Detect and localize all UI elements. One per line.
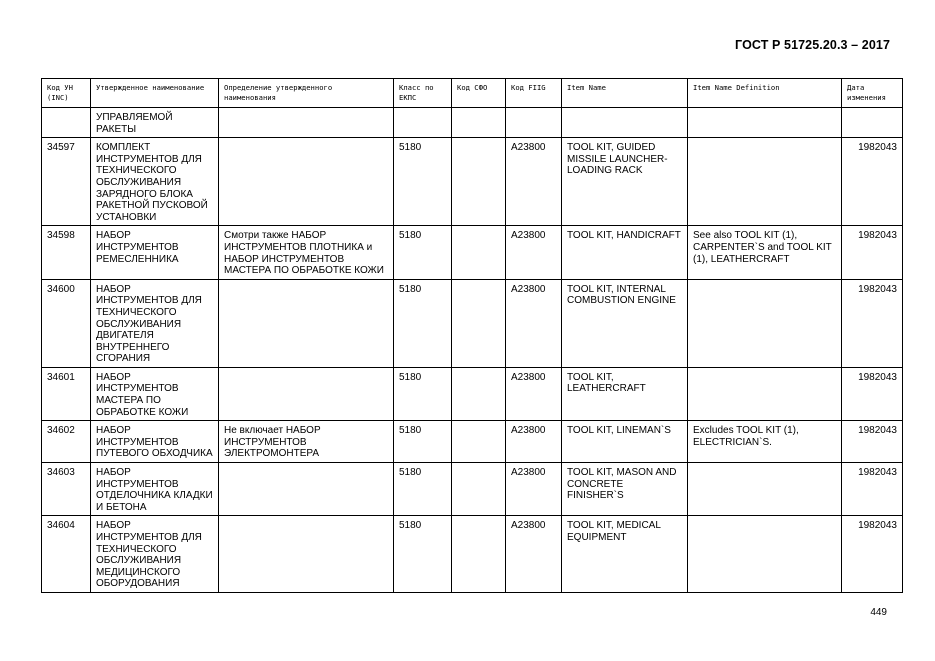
cell-class: 5180 xyxy=(394,516,452,593)
column-header-item-name: Item Name xyxy=(562,79,688,108)
column-header-item-definition: Item Name Definition xyxy=(688,79,842,108)
cell-definition xyxy=(219,463,394,516)
cell-name: УПРАВЛЯЕМОЙ РАКЕТЫ xyxy=(91,108,219,138)
cell-item-name: TOOL KIT, MEDICAL EQUIPMENT xyxy=(562,516,688,593)
cell-date: 1982043 xyxy=(842,138,903,226)
cell-item-name xyxy=(562,108,688,138)
cell-name: НАБОР ИНСТРУМЕНТОВ ОТДЕЛОЧНИКА КЛАДКИ И БЕТОНА xyxy=(91,463,219,516)
cell-name: НАБОР ИНСТРУМЕНТОВ МАСТЕРА ПО ОБРАБОТКЕ КОЖИ xyxy=(91,367,219,420)
cell-item-definition xyxy=(688,138,842,226)
cell-inc: 34601 xyxy=(42,367,91,420)
cell-name: НАБОР ИНСТРУМЕНТОВ ДЛЯ ТЕХНИЧЕСКОГО ОБСЛУЖИВАНИЯ ДВИГАТЕЛЯ ВНУТРЕННЕГО СГОРАНИЯ xyxy=(91,279,219,367)
cell-item-name: TOOL KIT, GUIDED MISSILE LAUNCHER-LOADING RACK xyxy=(562,138,688,226)
cell-definition xyxy=(219,279,394,367)
column-header-inc: Код УН (INC) xyxy=(42,79,91,108)
cell-inc: 34600 xyxy=(42,279,91,367)
cell-item-name: TOOL KIT, LEATHERCRAFT xyxy=(562,367,688,420)
cell-item-name: TOOL KIT, HANDICRAFT xyxy=(562,226,688,279)
cell-item-definition xyxy=(688,108,842,138)
cell-sfo xyxy=(452,367,506,420)
header-row xyxy=(42,79,903,108)
column-header-definition: Определение утвержденного наименования xyxy=(219,79,394,108)
cell-definition xyxy=(219,108,394,138)
cell-date: 1982043 xyxy=(842,463,903,516)
classification-table xyxy=(41,78,903,593)
table-row xyxy=(42,279,903,367)
table-row xyxy=(42,463,903,516)
cell-inc: 34603 xyxy=(42,463,91,516)
cell-class: 5180 xyxy=(394,421,452,463)
cell-class: 5180 xyxy=(394,463,452,516)
cell-inc: 34604 xyxy=(42,516,91,593)
cell-class: 5180 xyxy=(394,279,452,367)
cell-sfo xyxy=(452,463,506,516)
cell-date: 1982043 xyxy=(842,421,903,463)
cell-sfo xyxy=(452,516,506,593)
cell-date: 1982043 xyxy=(842,516,903,593)
cell-definition: Смотри также НАБОР ИНСТРУМЕНТОВ ПЛОТНИКА и НАБОР ИНСТРУМЕНТОВ МАСТЕРА ПО ОБРАБОТКЕ КОЖИ xyxy=(219,226,394,279)
cell-date: 1982043 xyxy=(842,367,903,420)
cell-item-definition: Excludes TOOL KIT (1), ELECTRICIAN`S. xyxy=(688,421,842,463)
cell-name: НАБОР ИНСТРУМЕНТОВ РЕМЕСЛЕННИКА xyxy=(91,226,219,279)
table-row xyxy=(42,226,903,279)
table-row xyxy=(42,367,903,420)
cell-item-definition xyxy=(688,367,842,420)
cell-sfo xyxy=(452,279,506,367)
document-code: ГОСТ Р 51725.20.3 – 2017 xyxy=(735,38,890,52)
cell-item-definition xyxy=(688,516,842,593)
cell-inc xyxy=(42,108,91,138)
cell-fiig: A23800 xyxy=(506,463,562,516)
cell-fiig: A23800 xyxy=(506,138,562,226)
column-header-fiig: Код FIIG xyxy=(506,79,562,108)
cell-inc: 34598 xyxy=(42,226,91,279)
cell-name: НАБОР ИНСТРУМЕНТОВ ДЛЯ ТЕХНИЧЕСКОГО ОБСЛУЖИВАНИЯ МЕДИЦИНСКОГО ОБОРУДОВАНИЯ xyxy=(91,516,219,593)
cell-definition: Не включает НАБОР ИНСТРУМЕНТОВ ЭЛЕКТРОМОНТЕРА xyxy=(219,421,394,463)
table-row xyxy=(42,421,903,463)
column-header-date: Дата изменения xyxy=(842,79,903,108)
cell-item-definition: See also TOOL KIT (1), CARPENTER`S and TOOL KIT (1), LEATHERCRAFT xyxy=(688,226,842,279)
cell-date xyxy=(842,108,903,138)
cell-inc: 34597 xyxy=(42,138,91,226)
cell-fiig: A23800 xyxy=(506,367,562,420)
continuation-row xyxy=(42,108,903,138)
cell-name: НАБОР ИНСТРУМЕНТОВ ПУТЕВОГО ОБХОДЧИКА xyxy=(91,421,219,463)
cell-date: 1982043 xyxy=(842,279,903,367)
cell-class xyxy=(394,108,452,138)
cell-name: КОМПЛЕКТ ИНСТРУМЕНТОВ ДЛЯ ТЕХНИЧЕСКОГО ОБСЛУЖИВАНИЯ ЗАРЯДНОГО БЛОКА РАКЕТНОЙ ПУСКОВОЙ УСТАНОВКИ xyxy=(91,138,219,226)
column-header-name: Утвержденное наименование xyxy=(91,79,219,108)
column-header-class: Класс по ЕКПС xyxy=(394,79,452,108)
cell-sfo xyxy=(452,108,506,138)
cell-fiig xyxy=(506,108,562,138)
cell-fiig: A23800 xyxy=(506,226,562,279)
cell-definition xyxy=(219,138,394,226)
cell-fiig: A23800 xyxy=(506,279,562,367)
cell-definition xyxy=(219,367,394,420)
cell-item-definition xyxy=(688,463,842,516)
table-row xyxy=(42,138,903,226)
cell-definition xyxy=(219,516,394,593)
table-row xyxy=(42,516,903,593)
cell-fiig: A23800 xyxy=(506,516,562,593)
cell-item-name: TOOL KIT, LINEMAN`S xyxy=(562,421,688,463)
cell-class: 5180 xyxy=(394,226,452,279)
cell-item-definition xyxy=(688,279,842,367)
cell-sfo xyxy=(452,138,506,226)
cell-item-name: TOOL KIT, MASON AND CONCRETE FINISHER`S xyxy=(562,463,688,516)
cell-class: 5180 xyxy=(394,138,452,226)
cell-date: 1982043 xyxy=(842,226,903,279)
cell-sfo xyxy=(452,421,506,463)
cell-inc: 34602 xyxy=(42,421,91,463)
page-number: 449 xyxy=(870,607,887,618)
cell-item-name: TOOL KIT, INTERNAL COMBUSTION ENGINE xyxy=(562,279,688,367)
cell-sfo xyxy=(452,226,506,279)
column-header-sfo: Код СФО xyxy=(452,79,506,108)
cell-fiig: A23800 xyxy=(506,421,562,463)
cell-class: 5180 xyxy=(394,367,452,420)
